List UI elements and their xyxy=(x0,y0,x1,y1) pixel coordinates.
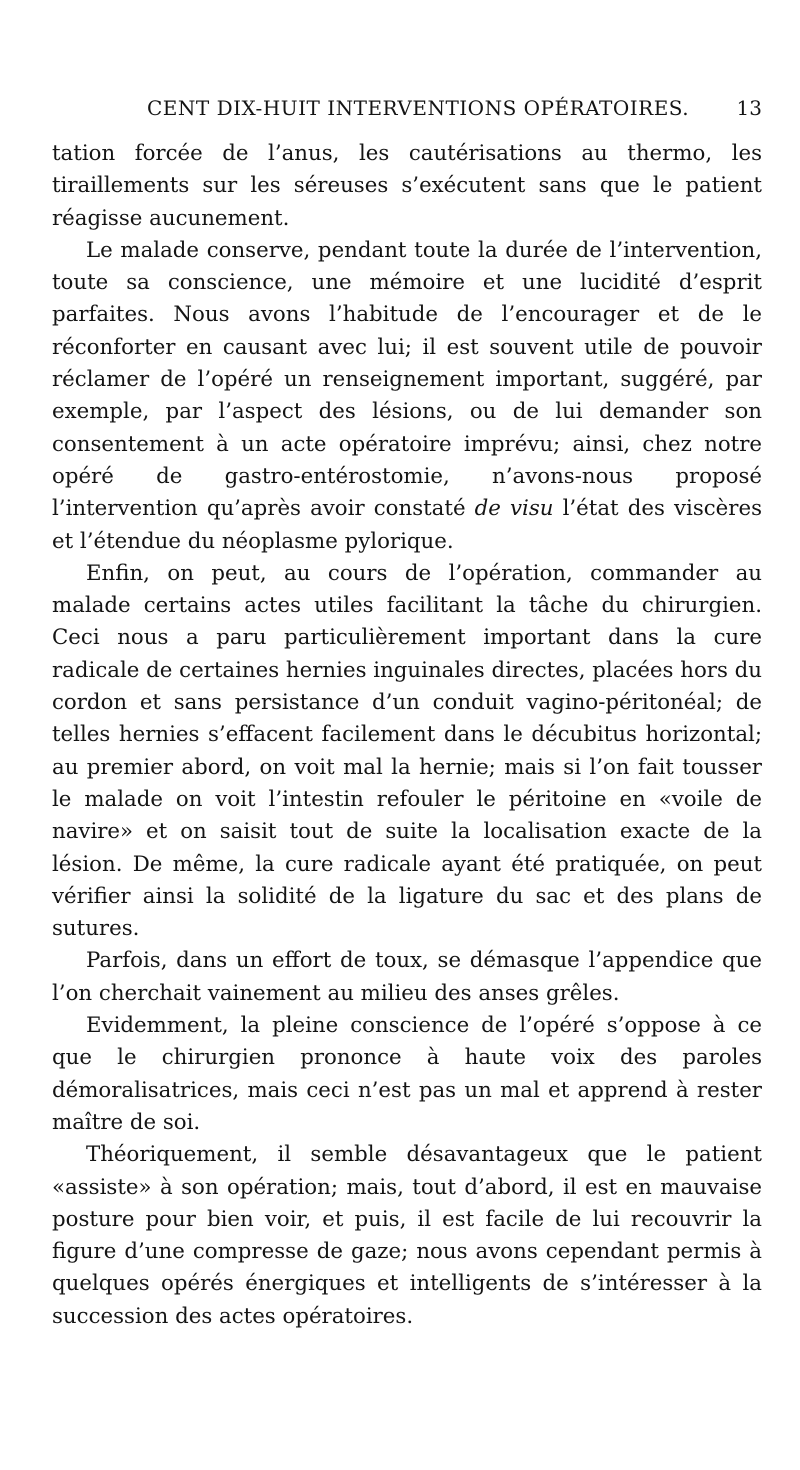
paragraph-1: tation forcée de l’anus, les cautérisations au thermo, les tiraillements sur les séreuses s’exécutent sans que le patient réagisse aucunement. xyxy=(52,141,762,231)
paragraph-6: Théoriquement, il semble désavantageux que le patient «assiste» à son opération; mais, tout d’abord, il est en mauvaise posture pour bien voir, et puis, il est facile de lui recouvrir la figure d’une compresse de gaze; nous avons cependant permis à quelques opérés énergiques et intelligents de s’intéresser à la succession des actes opératoires. xyxy=(52,1142,762,1329)
paragraph-5: Evidemment, la pleine conscience de l’opéré s’oppose à ce que le chirurgien prononce à haute voix des paroles démoralisatrices, mais ceci n’est pas un mal et apprend à rester maître de soi. xyxy=(52,1013,762,1135)
paragraph-2 xyxy=(52,235,762,558)
running-title: CENT DIX-HUIT INTERVENTIONS OPÉRATOIRES. xyxy=(147,96,690,120)
paragraph-2-text-after: l’état des viscères et l’étendue du néoplasme pylorique. xyxy=(52,496,762,554)
body-text xyxy=(52,138,762,1333)
page-number: 13 xyxy=(736,96,762,120)
paragraph-2-italic: de visu xyxy=(474,496,554,522)
page-header xyxy=(52,96,762,126)
paragraph-2-text-before: Le malade conserve, pendant toute la durée de l’intervention, toute sa conscience, une mémoire et une lucidité d’esprit parfaites. Nous avons l’habitude de l’encourager et de le réconforter en causant avec lui; il est souvent utile de pouvoir réclamer de l’opéré un renseignement important, suggéré, par exemple, par l’aspect des lésions, ou de lui demander son consentement à un acte opératoire imprévu; ainsi, chez notre opéré de gastro-entérostomie, n’avons-nous proposé l’intervention qu’après avoir constaté xyxy=(52,237,762,522)
paragraph-4: Parfois, dans un effort de toux, se démasque l’appendice que l’on cherchait vainement au milieu des anses grêles. xyxy=(52,948,762,1006)
paragraph-3: Enfin, on peut, au cours de l’opération, commander au malade certains actes utiles facilitant la tâche du chirurgien. Ceci nous a paru particulièrement important dans la cure radicale de certaines hernies inguinales directes, placées hors du cordon et sans persistance d’un conduit vagino-péritonéal; de telles hernies s’effacent facilement dans le décubitus horizontal; au premier abord, on voit mal la hernie; mais si l’on fait tousser le malade on voit l’intestin refouler le péritoine en «voile de navire» et on saisit tout de suite la localisation exacte de la lésion. De même, la cure radicale ayant été pratiquée, on peut vérifier ainsi la solidité de la ligature du sac et des plans de sutures. xyxy=(52,560,763,942)
